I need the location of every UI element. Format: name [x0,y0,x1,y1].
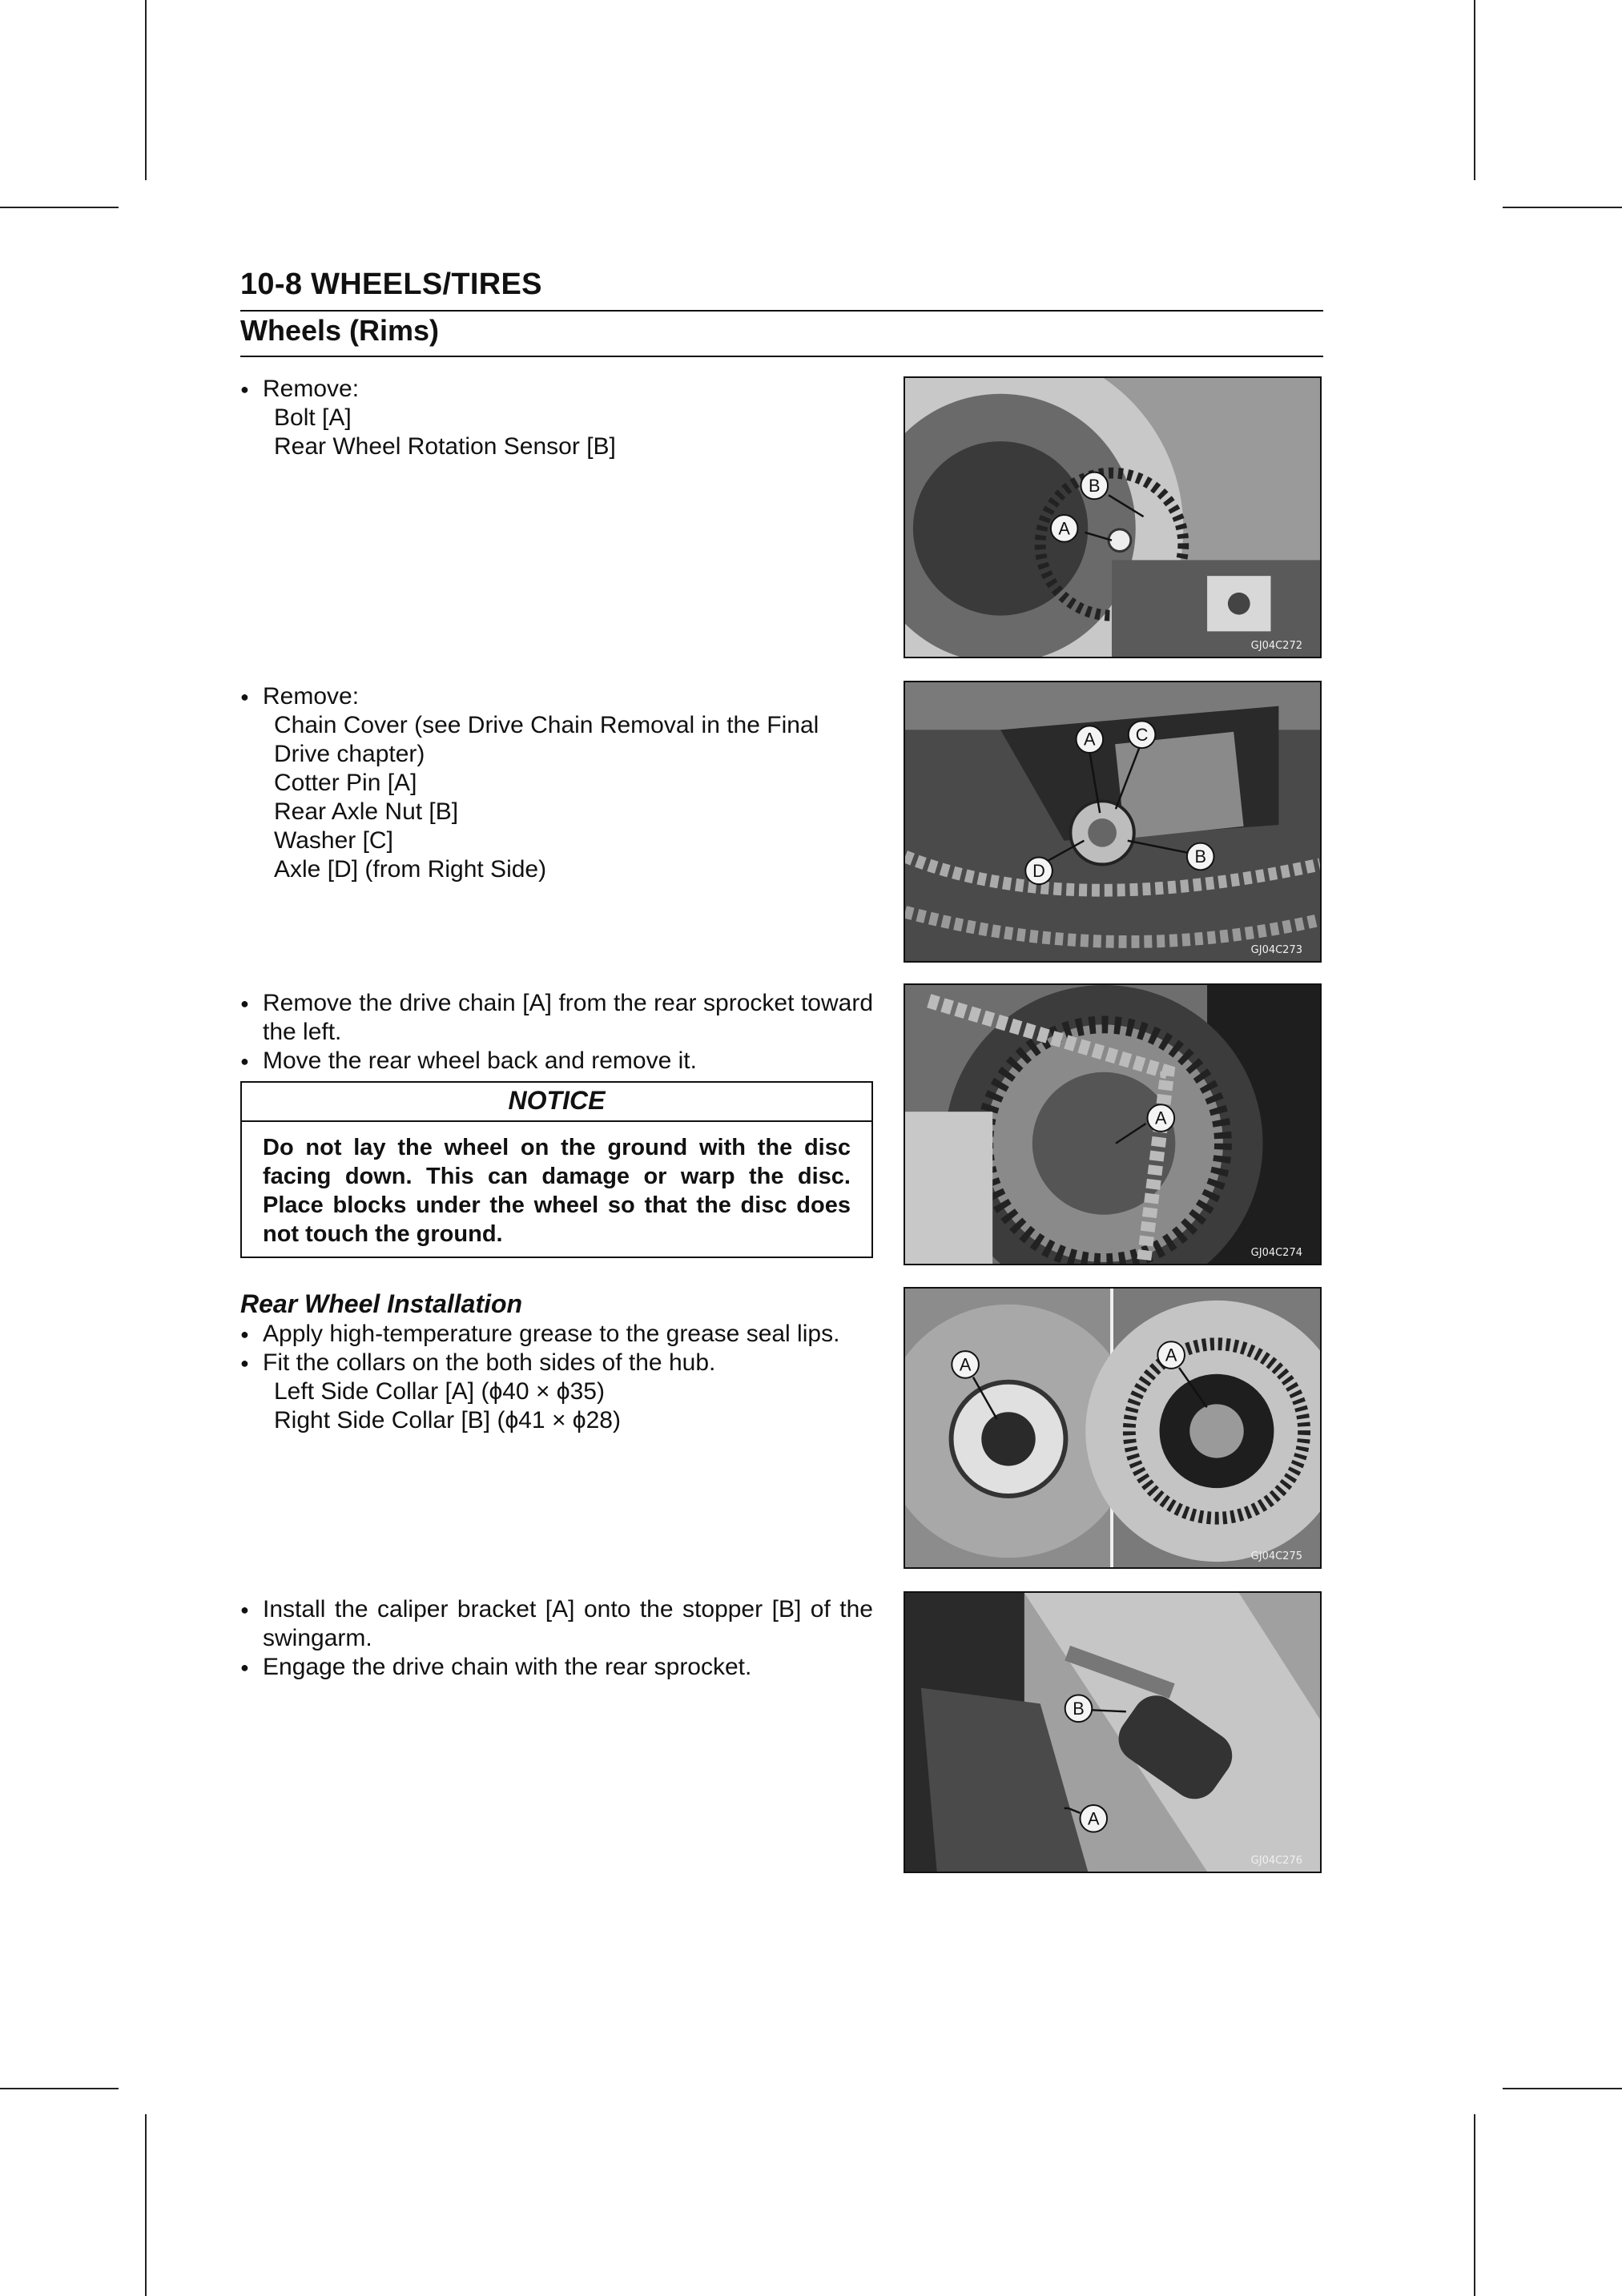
figure-code: GJ04C273 [1250,944,1302,956]
step-item: ● Fit the collars on the both sides of the hub. [240,1349,873,1377]
svg-text:A: A [1165,1345,1177,1365]
section-rule [240,356,1323,357]
notice-title: NOTICE [242,1083,871,1122]
header-rule [240,310,1323,312]
callout-c [1129,721,1156,748]
part-item: Left Side Collar [A] (ϕ40 × ϕ35) [274,1378,605,1405]
crop-mark [1474,2114,1475,2296]
callout-b [1187,843,1214,871]
part-item: Cotter Pin [A] [274,770,417,796]
part-item: Chain Cover (see Drive Chain Removal in the Final Drive chapter) [274,712,819,767]
crop-mark [0,2088,119,2089]
callout-b [1081,472,1108,500]
svg-text:B: B [1089,475,1101,496]
instruction-block-3 [240,989,873,1076]
part-item: Right Side Collar [B] (ϕ41 × ϕ28) [274,1407,621,1433]
callout-a-left [952,1351,979,1378]
page-title: 10-8 WHEELS/TIRES [240,267,542,301]
figure-3-photo [904,983,1322,1265]
part-item: Rear Axle Nut [B] [274,798,459,825]
callout-a-right [1157,1341,1185,1369]
callout-d [1025,857,1052,884]
step-remove: ● Remove: [240,682,873,711]
section-title: Wheels (Rims) [240,314,440,347]
subsection-heading: Rear Wheel Installation [240,1289,523,1318]
instruction-block-2 [240,682,873,884]
callout-a [1051,515,1078,542]
figure-1-callouts [905,378,1320,657]
svg-text:A: A [1155,1108,1167,1128]
section-header [240,314,1323,357]
step-item: ● Apply high-temperature grease to the grease seal lips. [240,1320,873,1349]
svg-text:A: A [1084,729,1096,750]
svg-text:B: B [1073,1698,1085,1719]
instruction-block-1 [240,375,873,461]
crop-mark [145,2114,147,2296]
crop-mark [145,0,147,180]
step-item: ● Engage the drive chain with the rear sprocket. [240,1653,873,1682]
callout-a [1148,1104,1175,1132]
crop-mark [1474,0,1475,180]
callout-a [1077,726,1104,753]
svg-text:A: A [1058,518,1070,539]
instruction-block-4 [240,1289,873,1435]
svg-text:B: B [1194,846,1206,867]
part-item: Bolt [A] [274,404,352,431]
part-item: Washer [C] [274,827,393,854]
svg-text:A: A [959,1354,972,1375]
step-item: ● Install the caliper bracket [A] onto the stopper [B] of the swingarm. [240,1595,873,1653]
figure-1-photo [904,376,1322,658]
callout-a [1080,1805,1107,1832]
figure-code: GJ04C272 [1250,640,1302,652]
figure-5-callouts [905,1593,1320,1872]
callout-b [1065,1695,1093,1723]
figure-4-callouts [905,1289,1320,1567]
part-item: Axle [D] (from Right Side) [274,856,547,883]
page-header [240,267,1323,312]
svg-text:D: D [1032,860,1045,881]
figure-code: GJ04C275 [1250,1550,1302,1562]
crop-mark [1503,2088,1622,2089]
figure-3-callouts [905,985,1320,1264]
step-remove: ● Remove: [240,375,873,404]
figure-code: GJ04C276 [1250,1855,1302,1867]
figure-2-photo [904,681,1322,963]
step-item: ● Move the rear wheel back and remove it. [240,1047,873,1076]
instruction-block-5 [240,1595,873,1682]
crop-mark [0,207,119,208]
svg-text:A: A [1088,1808,1100,1829]
figure-5-photo [904,1591,1322,1873]
part-item: Rear Wheel Rotation Sensor [B] [274,433,616,460]
notice-box [240,1081,873,1258]
step-item: ● Remove the drive chain [A] from the rear sprocket toward the left. [240,989,873,1047]
figure-2-callouts [905,682,1320,961]
figure-code: GJ04C274 [1250,1247,1302,1259]
svg-text:C: C [1135,724,1149,745]
figure-4-photo [904,1287,1322,1569]
crop-mark [1503,207,1622,208]
notice-text: Do not lay the wheel on the ground with the disc facing down. This can damage or warp the disc. Place blocks under the wheel so that the disc does not touch the ground. [263,1135,851,1247]
